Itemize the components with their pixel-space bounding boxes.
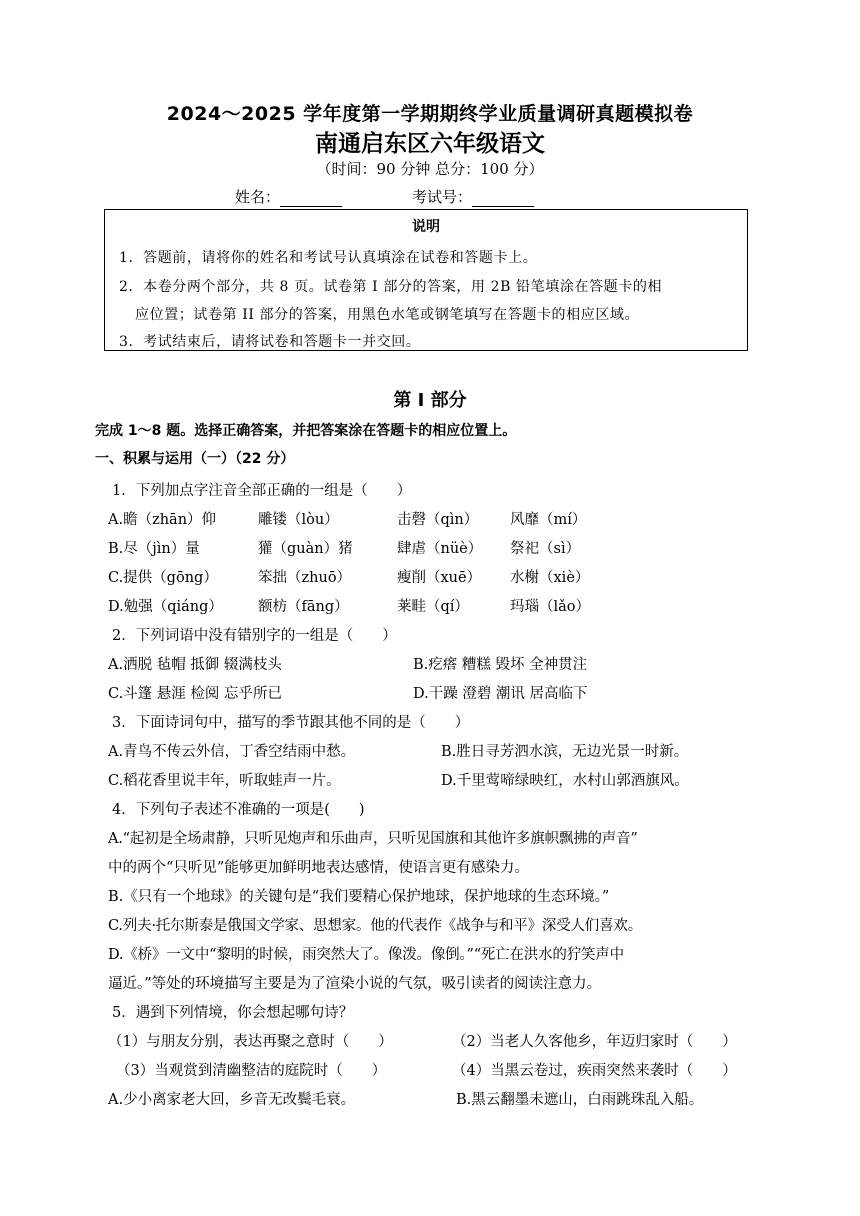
q1-option-cell: 玛瑙（lǎo）: [510, 599, 591, 615]
question-5-stem: 5．遇到下列情境，你会想起哪句诗？: [112, 1005, 354, 1021]
exam-number-label: 考试号：: [412, 188, 473, 206]
notice-item-2-continued: 应位置；试卷第 II 部分的答案，用黑色水笔或钢笔填写在答题卡的相应区域。: [135, 307, 640, 323]
q2-option-c: C.斗篷 悬涯 检阅 忘乎所已: [108, 686, 283, 702]
q1-option-cell: 莱畦（qí）: [397, 599, 469, 615]
q1-option-cell: B.尽（jìn）量: [108, 541, 200, 557]
q4-option-c: C.列夫·托尔斯泰是俄国文学家、思想家。他的代表作《战争与和平》深受人们喜欢。: [108, 918, 642, 934]
exam-title-line1: 2024～2025 学年度第一学期期终学业质量调研真题模拟卷: [166, 103, 694, 125]
q1-option-cell: 祭祀（sì）: [510, 541, 581, 557]
q4-option-a-line2: 中的两个“只听见”能够更加鲜明地表达感情，使语言更有感染力。: [108, 860, 529, 876]
q5-situation-4: （4）当黑云卷过，疾雨突然来袭时（ ）: [452, 1063, 737, 1079]
q5-option-a: A.少小离家老大回，乡音无改鬓毛衰。: [108, 1092, 356, 1108]
question-1-stem: 1．下列加点字注音全部正确的一组是（ ）: [112, 483, 412, 499]
name-label: 姓名：: [235, 188, 281, 206]
q1-option-cell: 雕镂（lòu）: [258, 512, 339, 528]
q3-option-c: C.稻花香里说丰年，听取蛙声一片。: [108, 773, 341, 789]
q5-situation-2: （2）当老人久客他乡，年迈归家时（ ）: [452, 1034, 737, 1050]
q1-option-cell: 獾（guàn）猪: [258, 541, 353, 557]
notice-box: [104, 209, 748, 351]
question-2-stem: 2．下列词语中没有错别字的一组是（ ）: [112, 628, 397, 644]
part-title: 第 I 部分: [393, 390, 467, 411]
name-blank[interactable]: [280, 192, 342, 207]
q4-option-a-line1: A.“起初是全场肃静，只听见炮声和乐曲声，只听见国旗和其他许多旗帜飘拂的声音”: [108, 831, 638, 847]
q5-situation-3: （3）当观赏到清幽整洁的庭院时（ ）: [116, 1063, 387, 1079]
notice-item-1: 1．答题前，请将你的姓名和考试号认真填涂在试卷和答题卡上。: [119, 250, 538, 266]
exam-number-blank[interactable]: [472, 192, 534, 207]
question-4-stem: 4．下列句子表述不准确的一项是( ): [112, 802, 365, 818]
part-instruction: 完成 1～8 题。选择正确答案，并把答案涂在答题卡的相应位置上。: [95, 423, 517, 439]
question-3-stem: 3．下面诗词句中，描写的季节跟其他不同的是（ ）: [112, 715, 470, 731]
q1-option-cell: 肆虐（nüè）: [397, 541, 483, 557]
name-exam-line: [235, 186, 534, 207]
q3-option-a: A.青鸟不传云外信，丁香空结雨中愁。: [108, 744, 356, 760]
notice-item-3: 3．考试结束后，请将试卷和答题卡一并交回。: [119, 334, 421, 350]
q1-option-cell: A.瞻（zhān）仰: [108, 512, 217, 528]
q3-option-d: D.千里莺啼绿映红，水村山郭酒旗风。: [441, 773, 689, 789]
q5-option-b: B.黑云翻墨未遮山，白雨跳珠乱入船。: [456, 1092, 704, 1108]
q2-option-d: D.干躁 澄碧 潮讯 居高临下: [413, 686, 588, 702]
notice-title: 说明: [412, 219, 440, 235]
q1-option-cell: 瘦削（xuē）: [397, 570, 482, 586]
q4-option-d-line1: D.《桥》一文中“黎明的时候，雨突然大了。像泼。像倒。”“死亡在洪水的狞笑声中: [108, 947, 624, 963]
q2-option-a: A.洒脱 毡帽 抵御 辍满枝头: [108, 657, 282, 673]
q1-option-cell: 水榭（xiè）: [510, 570, 590, 586]
q5-situation-1: （1）与朋友分别，表达再聚之意时（ ）: [108, 1034, 393, 1050]
section-heading: 一、积累与运用（一）（22 分）: [95, 451, 295, 467]
q1-option-cell: D.勉强（qiáng）: [108, 599, 223, 615]
q1-option-cell: 风靡（mí）: [510, 512, 587, 528]
notice-item-2: 2．本卷分两个部分，共 8 页。试卷第 I 部分的答案，用 2B 铅笔填涂在答题卡的相: [119, 279, 663, 295]
q1-option-cell: 额枋（fāng）: [258, 599, 349, 615]
q3-option-b: B.胜日寻芳泗水滨，无边光景一时新。: [441, 744, 689, 760]
q4-option-b: B.《只有一个地球》的关键句是“我们要精心保护地球，保护地球的生态环境。”: [108, 889, 610, 905]
exam-title-line2: 南通启东区六年级语文: [315, 131, 545, 157]
q1-option-cell: 笨拙（zhuō）: [258, 570, 352, 586]
q1-option-cell: 击磬（qìn）: [397, 512, 479, 528]
q2-option-b: B.疙瘩 糟糕 毁坏 全神贯注: [413, 657, 588, 673]
q1-option-cell: C.提供（gōng）: [108, 570, 218, 586]
time-info: （时间：90 分钟 总分：100 分）: [316, 160, 544, 178]
q4-option-d-line2: 逼近。”等处的环境描写主要是为了渲染小说的气氛，吸引读者的阅读注意力。: [108, 976, 602, 992]
